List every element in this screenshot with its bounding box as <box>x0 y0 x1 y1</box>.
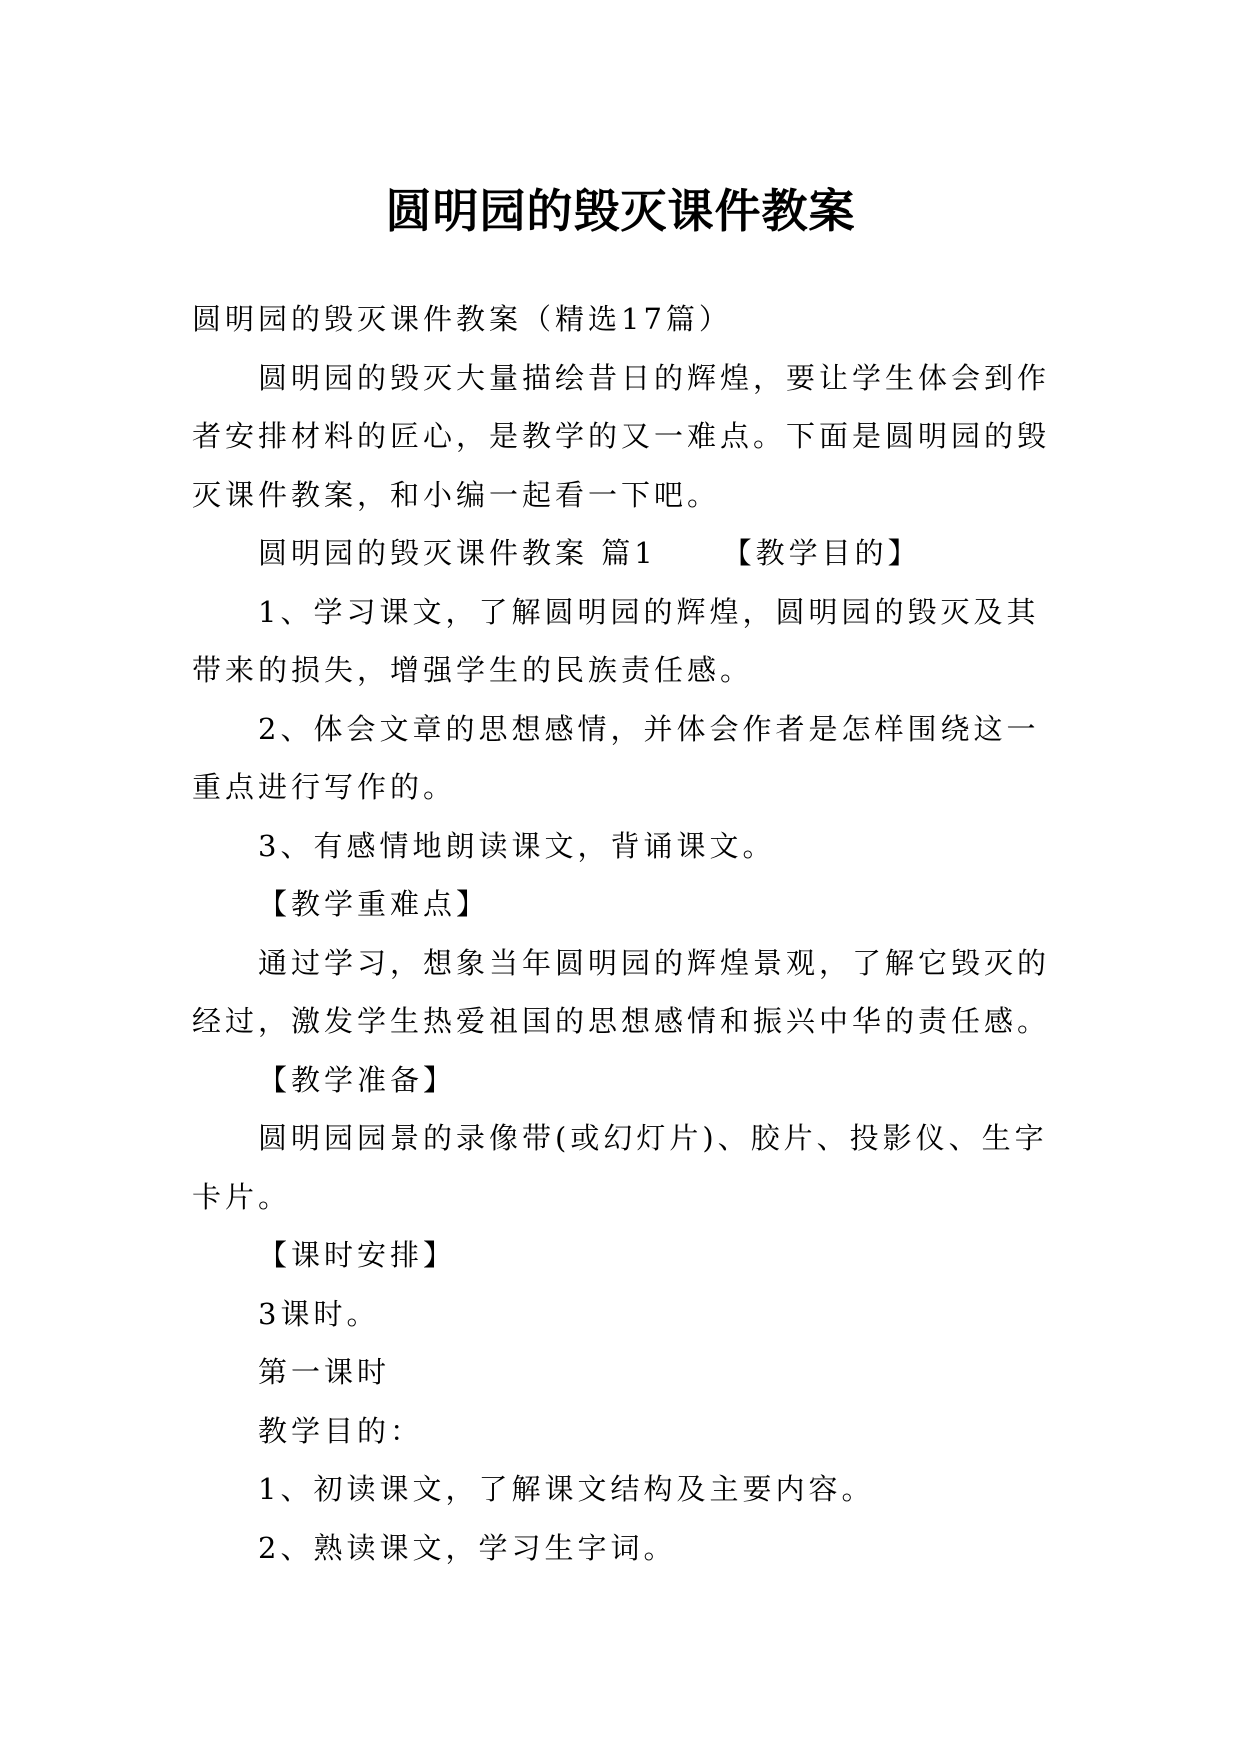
lesson-heading: 第一课时 <box>258 1355 391 1389</box>
schedule-heading: 【课时安排】 <box>258 1238 457 1272</box>
lesson-objectives-label: 教学目的： <box>258 1413 424 1448</box>
section-heading: 圆明园的毁灭课件教案 篇1 <box>258 536 657 570</box>
preparation-heading: 【教学准备】 <box>258 1062 457 1097</box>
objective-item: 1、学习课文，了解圆明园的辉煌，圆明园的毁灭及其带来的损失，增强学生的民族责任感。 <box>192 594 1040 687</box>
objective-item: 2、体会文章的思想感情，并体会作者是怎样围绕这一重点进行写作的。 <box>192 711 1040 804</box>
page-title: 圆明园的毁灭课件教案 <box>385 183 856 238</box>
intro-paragraph: 圆明园的毁灭大量描绘昔日的辉煌，要让学生体会到作者安排材料的匠心，是教学的又一难点。下面是圆明园的毁灭课件教案，和小编一起看一下吧。 <box>192 360 1051 512</box>
key-points-paragraph: 通过学习，想象当年圆明园的辉煌景观，了解它毁灭的经过，激发学生热爱祖国的思想感情和振兴中华的责任感。 <box>192 945 1051 1038</box>
key-points-heading: 【教学重难点】 <box>258 887 490 921</box>
document-subtitle: 圆明园的毁灭课件教案（精选17篇） <box>192 302 732 336</box>
schedule-text: 3课时。 <box>258 1296 380 1331</box>
document-body <box>192 290 1072 1577</box>
lesson-objective-item: 2、熟读课文，学习生字词。 <box>258 1530 677 1565</box>
objectives-heading: 【教学目的】 <box>722 536 921 570</box>
objective-item: 3、有感情地朗读课文，背诵课文。 <box>258 828 776 863</box>
lesson-objective-item: 1、初读课文，了解课文结构及主要内容。 <box>258 1472 875 1506</box>
section-heading-line <box>192 524 1072 583</box>
preparation-paragraph: 圆明园园景的录像带(或幻灯片)、胶片、投影仪、生字卡片。 <box>192 1121 1048 1214</box>
